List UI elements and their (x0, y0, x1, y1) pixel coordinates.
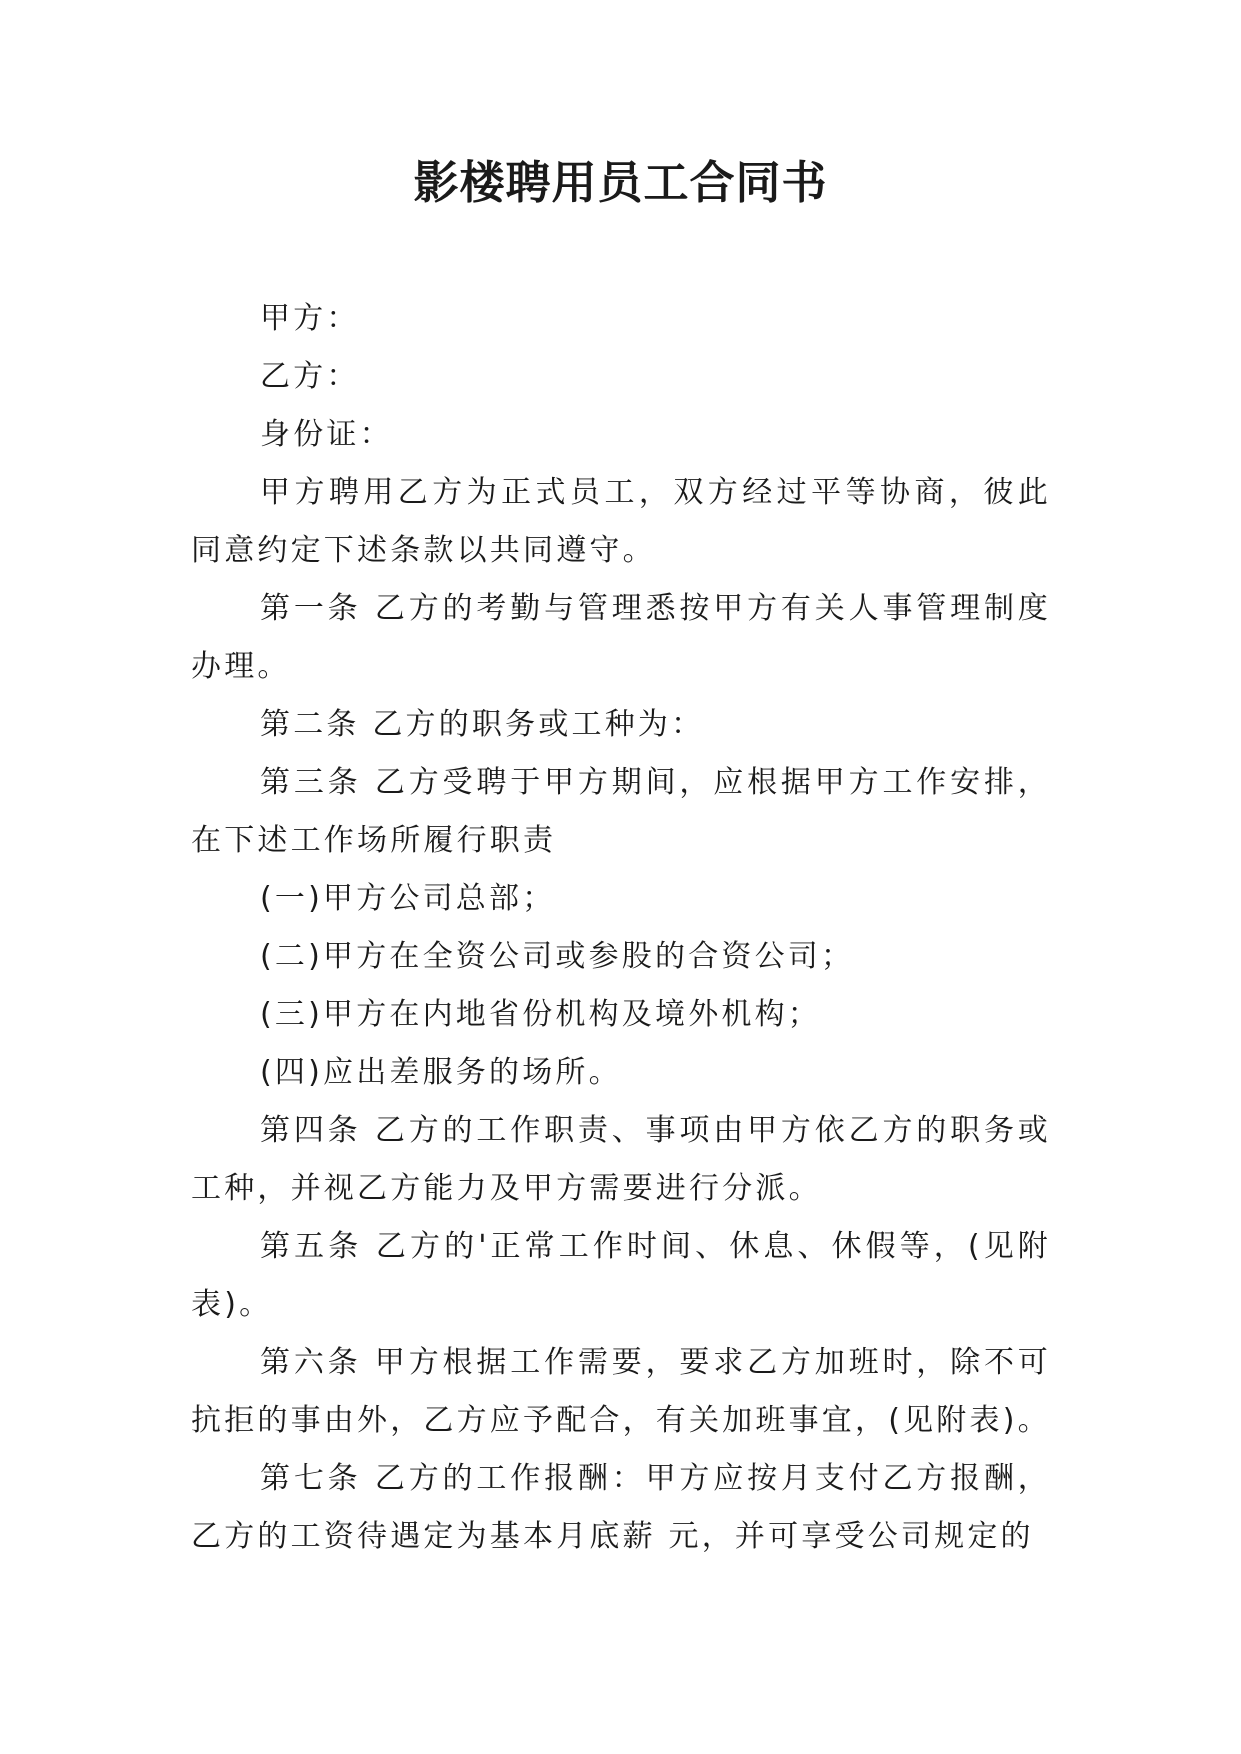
article-6: 第六条 甲方根据工作需要，要求乙方加班时，除不可抗拒的事由外，乙方应予配合，有关加班事宜，(见附表)。 (191, 1345, 1051, 1438)
party-a-line: 甲方： (260, 301, 360, 336)
article-7: 第七条 乙方的工作报酬：甲方应按月支付乙方报酬，乙方的工资待遇定为基本月底薪 元，并可享受公司规定的 (191, 1461, 1051, 1554)
document-body (191, 290, 1051, 1566)
preamble-paragraph: 甲方聘用乙方为正式员工，双方经过平等协商，彼此同意约定下述条款以共同遵守。 (191, 475, 1051, 568)
article-3-item-4: (四)应出差服务的场所。 (260, 1055, 622, 1090)
article-3: 第三条 乙方受聘于甲方期间，应根据甲方工作安排，在下述工作场所履行职责 (191, 765, 1051, 858)
article-3-item-3: (三)甲方在内地省份机构及境外机构； (260, 997, 822, 1032)
article-4: 第四条 乙方的工作职责、事项由甲方依乙方的职务或工种，并视乙方能力及甲方需要进行分派。 (191, 1113, 1051, 1206)
id-card-line: 身份证： (260, 417, 393, 452)
party-b-line: 乙方： (260, 359, 360, 394)
article-3-item-1: (一)甲方公司总部； (260, 881, 556, 916)
article-5: 第五条 乙方的'正常工作时间、休息、休假等，(见附表)。 (191, 1229, 1051, 1322)
article-2: 第二条 乙方的职务或工种为： (260, 707, 705, 742)
document-title: 影楼聘用员工合同书 (413, 156, 828, 209)
article-3-item-2: (二)甲方在全资公司或参股的合资公司； (260, 939, 855, 974)
article-1: 第一条 乙方的考勤与管理悉按甲方有关人事管理制度办理。 (191, 591, 1051, 684)
